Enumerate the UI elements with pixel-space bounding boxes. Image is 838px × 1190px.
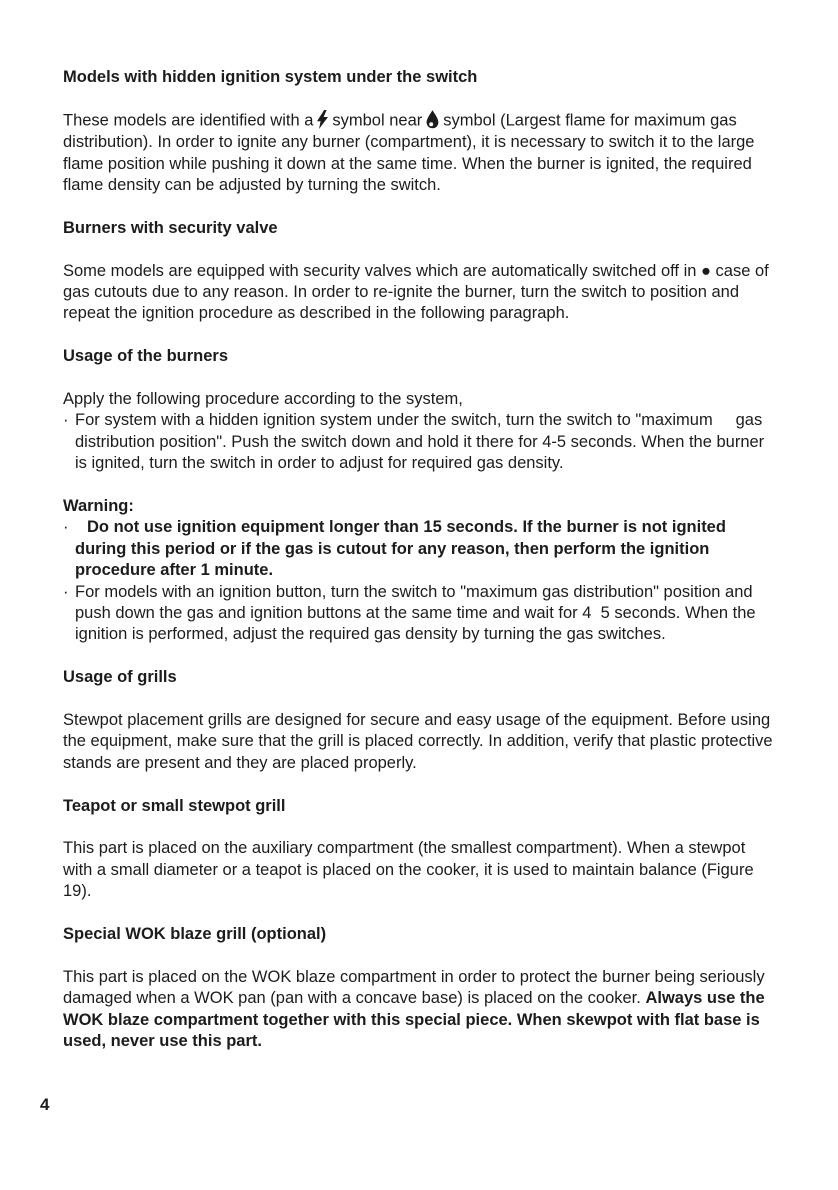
- list-item: [63, 582, 777, 646]
- usage-of-burners-intro: Apply the following procedure according to the system,: [63, 389, 463, 408]
- paragraph-burners-security-valve: Some models are equipped with security valves which are automatically switched off in ● case of gas cutouts due to any reason. In order to re-ignite the burner, turn the switch to position and repeat the ignition procedure as described in the following paragraph.: [63, 261, 769, 323]
- text-run: symbol near: [332, 111, 423, 130]
- heading-usage-of-grills: Usage of grills: [63, 668, 177, 687]
- page-content: [63, 46, 777, 1074]
- bullet-text: For system with a hidden ignition system under the switch, turn the switch to "maximum gas distribution position". Push the switch down and hold it there for 4-5 seconds. When the burner is ignited, turn the switch in order to adjust for required gas density.: [75, 411, 765, 473]
- heading-warning: Warning:: [63, 496, 134, 515]
- bullet-marker: ·: [63, 411, 69, 430]
- bullet-text: For models with an ignition button, turn the switch to "maximum gas distribution" position and push down the gas and ignition buttons at the same time and wait for 4 5 seconds. When the ignition is performed, adjust the required gas density by turning the gas switches.: [75, 582, 756, 644]
- list-item: [63, 410, 777, 474]
- list-item: [63, 517, 777, 581]
- wok-warning-bold-text: Always use the WOK blaze compartment together with this special piece. When skewpot with flat base is used, never use this part.: [63, 989, 765, 1050]
- heading-usage-of-burners: Usage of the burners: [63, 347, 229, 366]
- flame-icon: [426, 110, 439, 129]
- usage-of-burners-list: [63, 389, 777, 475]
- heading-burners-security-valve: Burners with security valve: [63, 218, 278, 237]
- warning-section: [63, 496, 777, 646]
- page-number: 4: [40, 1095, 50, 1114]
- paragraph-hidden-ignition-system: [63, 110, 777, 196]
- text-run: This part is placed on the WOK blaze compartment in order to protect the burner being seriously damaged when a WOK pan (pan with a concave base) is placed on the cooker.: [63, 967, 765, 1008]
- paragraph-teapot-grill: This part is placed on the auxiliary compartment (the smallest compartment). When a stewpot with a small diameter or a teapot is placed on the cooker, it is used to maintain balance (Figure 19).: [63, 839, 754, 901]
- paragraph-wok-blaze-grill: [63, 967, 777, 1053]
- text-run: symbol (Largest flame for maximum gas distribution). In order to ignite any burner (compartment), it is necessary to switch it to the large flame position while pushing it down at the same time. When the burner is ignited, the required flame density can be adjusted by turning the switch.: [63, 111, 755, 194]
- text-run: These models are identified with a: [63, 111, 314, 130]
- heading-wok-blaze-grill: Special WOK blaze grill (optional): [63, 924, 327, 943]
- lightning-bolt-icon: [317, 110, 328, 129]
- heading-hidden-ignition-system: Models with hidden ignition system under the switch: [63, 68, 478, 87]
- bullet-marker: ·: [63, 582, 69, 601]
- heading-teapot-grill: Teapot or small stewpot grill: [63, 796, 286, 815]
- bullet-text: Do not use ignition equipment longer than 15 seconds. If the burner is not ignited during this period or if the gas is cutout for any reason, then perform the ignition procedure after 1 minute.: [75, 518, 726, 580]
- bullet-marker: ·: [63, 518, 69, 537]
- paragraph-usage-of-grills: Stewpot placement grills are designed for secure and easy usage of the equipment. Before using the equipment, make sure that the grill is placed correctly. In addition, verify that plastic protective stands are present and they are placed properly.: [63, 710, 773, 772]
